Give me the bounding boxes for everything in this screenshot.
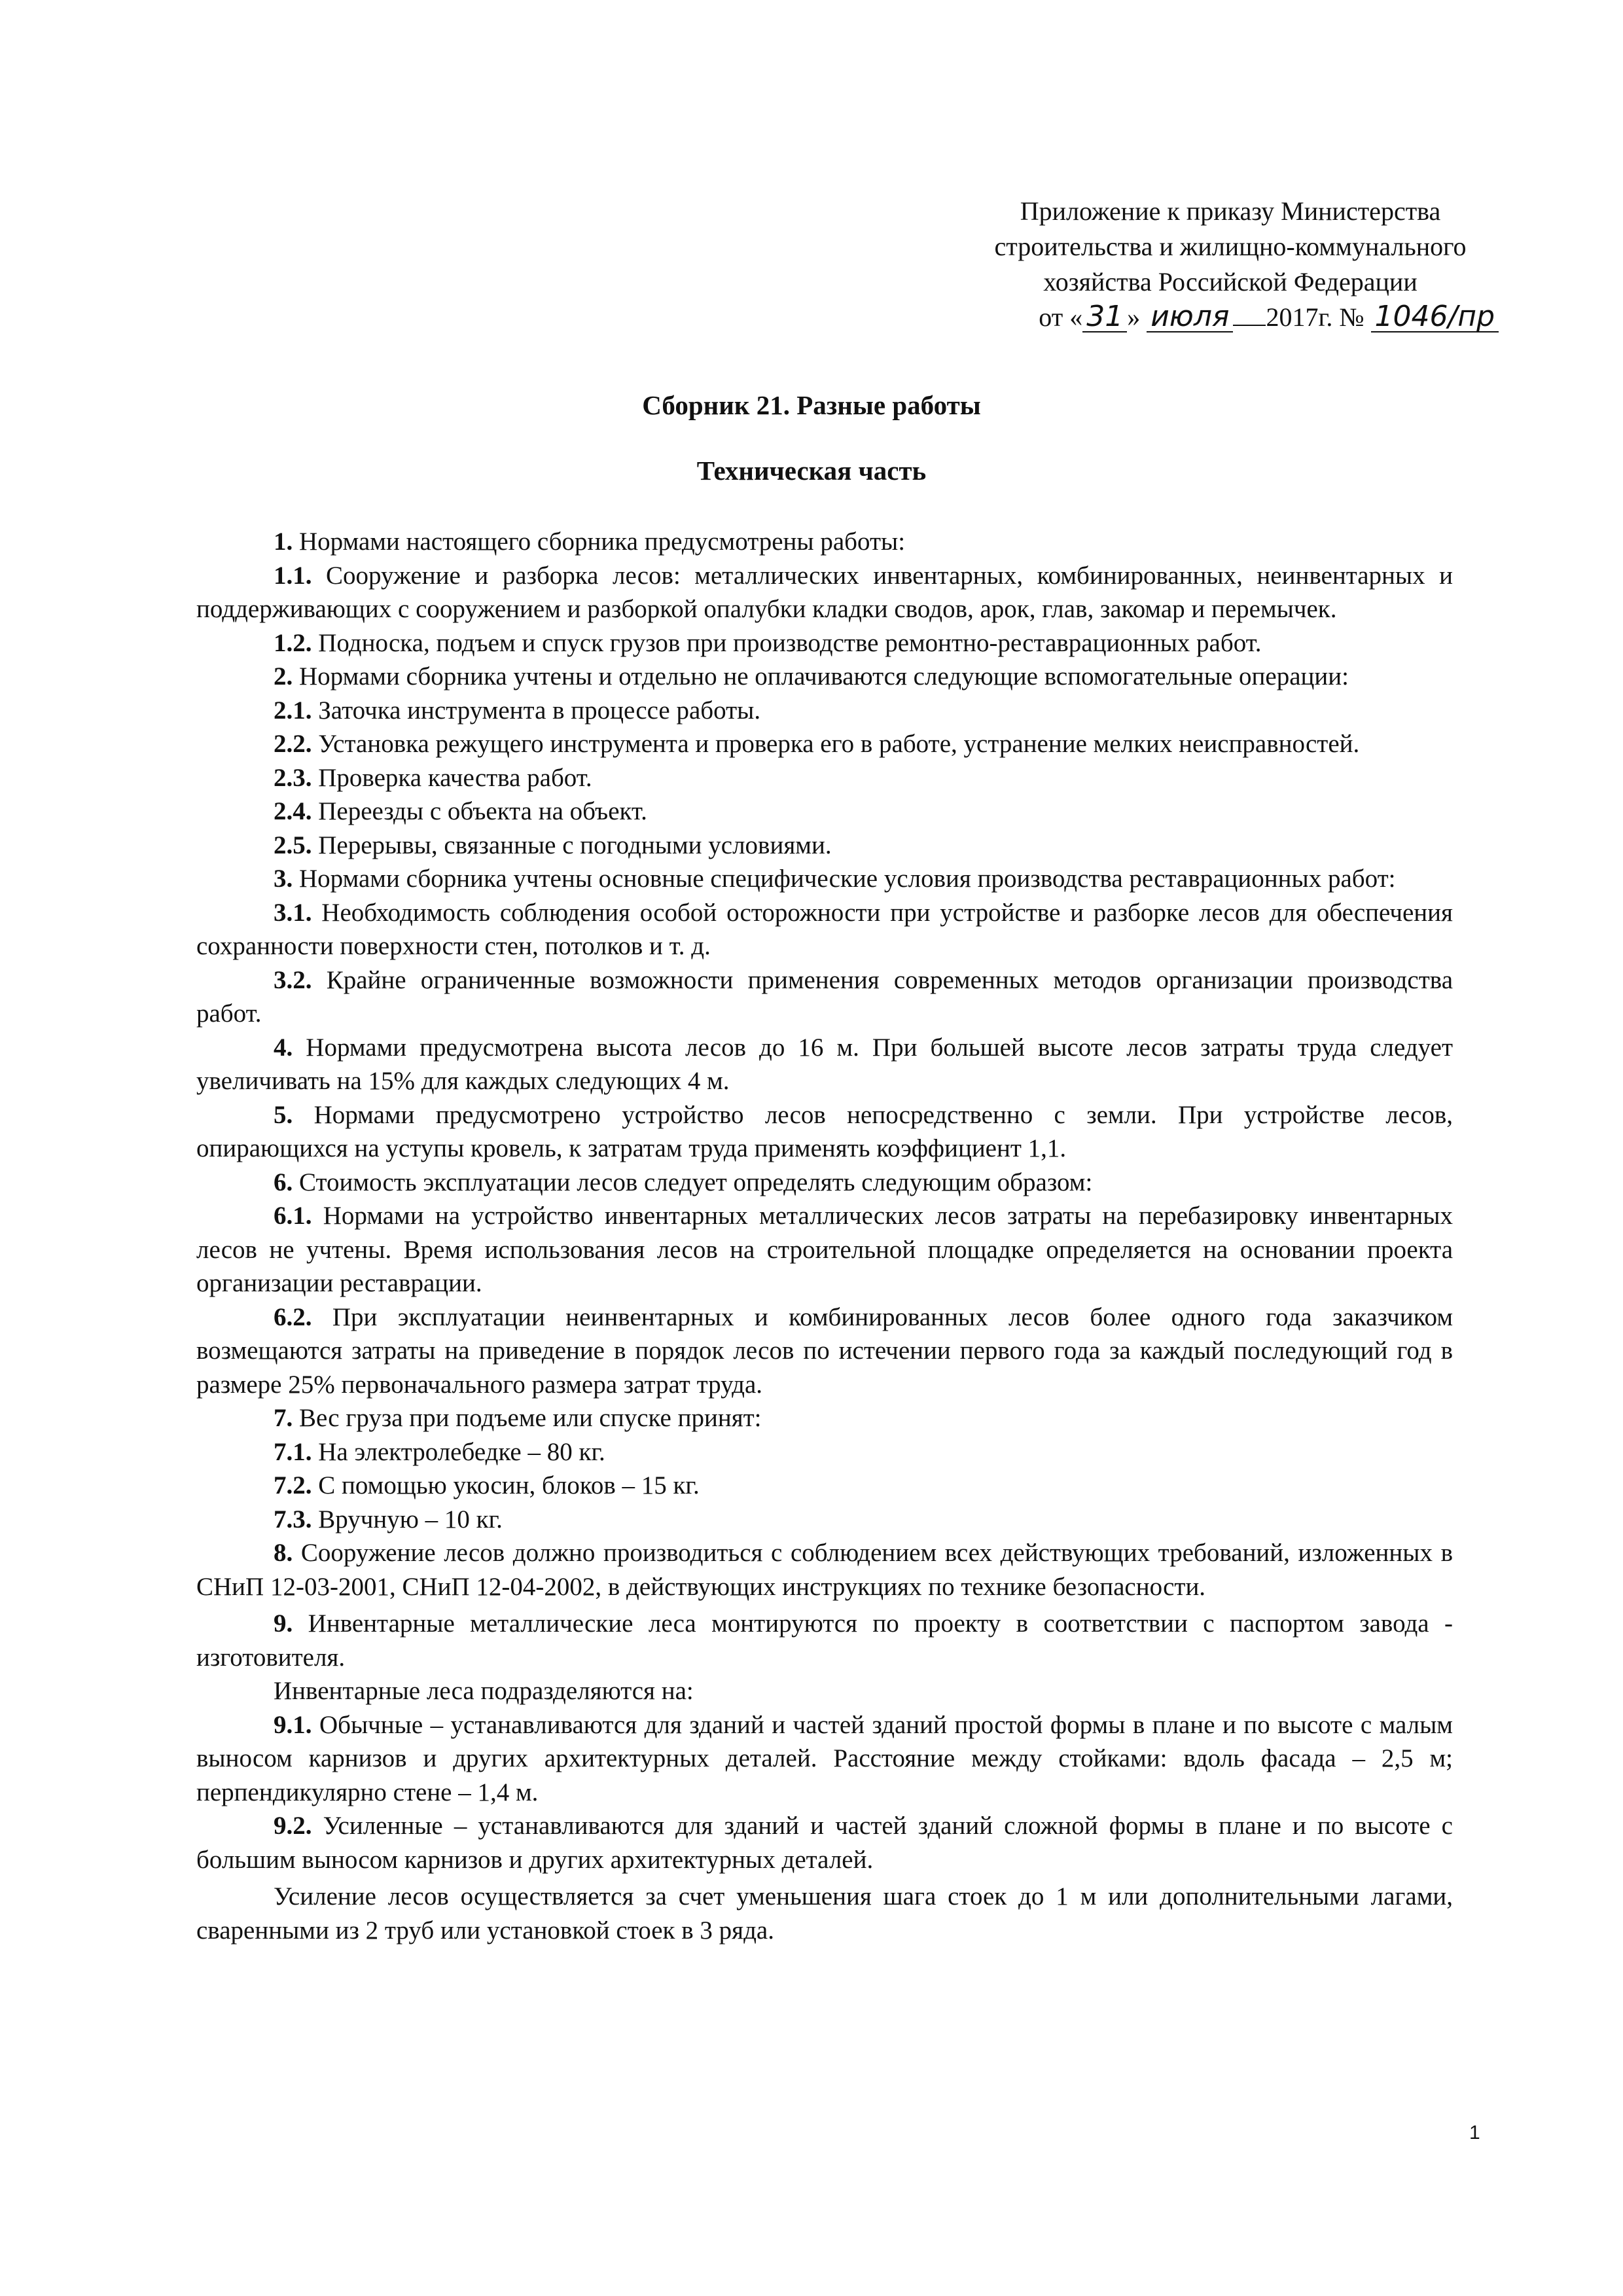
- paragraph: [196, 761, 1453, 795]
- paragraph: [196, 1536, 1453, 1604]
- paragraph-text: При эксплуатации неинвентарных и комбинированных лесов более одного года заказчиком возмещаются затраты на приведение в порядок лесов по истечении первого года за каждый последующий год в размере 25% первоначального размера затрат труда.: [196, 1302, 1453, 1399]
- paragraph: [196, 1098, 1453, 1166]
- paragraph: [196, 1199, 1453, 1300]
- paragraph: [196, 1469, 1453, 1503]
- paragraph-number: 1.2.: [274, 628, 312, 657]
- paragraph: [196, 626, 1453, 660]
- paragraph-number: 5.: [274, 1100, 293, 1129]
- paragraph-number: 3.: [274, 865, 293, 893]
- paragraph-number: 6.: [274, 1168, 293, 1196]
- paragraph-text: Подноска, подъем и спуск грузов при производстве ремонтно-реставрационных работ.: [312, 628, 1262, 657]
- paragraph-text: Стоимость эксплуатации лесов следует определять следующим образом:: [293, 1168, 1093, 1196]
- paragraph: [196, 829, 1453, 863]
- paragraph-number: 7.: [274, 1404, 293, 1432]
- paragraph: [196, 1674, 1453, 1708]
- paragraph-text: Нормами сборника учтены и отдельно не оплачиваются следующие вспомогательные операции:: [293, 662, 1349, 691]
- paragraph-text: Инвентарные леса подразделяются на:: [274, 1677, 694, 1705]
- paragraph-text: Необходимость соблюдения особой осторожности при устройстве и разборке лесов для обеспечения сохранности поверхности стен, потолков и т. д.: [196, 898, 1453, 960]
- paragraph: [196, 559, 1453, 626]
- paragraph: [196, 660, 1453, 694]
- paragraph-text: Крайне ограниченные возможности применения современных методов организации производства работ.: [196, 965, 1453, 1028]
- paragraph-text: С помощью укосин, блоков – 15 кг.: [312, 1471, 700, 1499]
- paragraph: [196, 1401, 1453, 1435]
- paragraph-text: Нормами предусмотрено устройство лесов непосредственно с земли. При устройстве лесов, опирающихся на уступы кровель, к затратам труда применять коэффициент 1,1.: [196, 1100, 1453, 1162]
- paragraph-text: Проверка качества работ.: [312, 763, 592, 792]
- handwritten-order-number: 1046/пр: [1371, 302, 1499, 332]
- paragraph-text: Нормами сборника учтены основные специфические условия производства реставрационных работ:: [293, 865, 1396, 893]
- paragraph-text: Установка режущего инструмента и проверка его в работе, устранение мелких неисправностей.: [312, 730, 1360, 758]
- appendix-header: [936, 194, 1525, 335]
- paragraph-text: Нормами предусмотрена высота лесов до 16 м. При большей высоте лесов затраты труда следует увеличивать на 15% для каждых следующих 4 м.: [196, 1033, 1453, 1095]
- paragraph: [196, 1435, 1453, 1469]
- paragraph: [196, 1031, 1453, 1098]
- handwritten-day: 31: [1082, 302, 1127, 332]
- date-blank-underline: [1233, 304, 1266, 326]
- paragraph-number: 1.1.: [274, 561, 312, 590]
- date-prefix: от «: [1039, 302, 1083, 332]
- order-date-line: [936, 300, 1525, 335]
- paragraph: [196, 525, 1453, 559]
- paragraph-text: На электролебедке – 80 кг.: [312, 1437, 605, 1466]
- page-number: 1: [1469, 2122, 1480, 2144]
- appendix-line-2: строительства и жилищно-коммунального: [994, 232, 1467, 261]
- paragraph-number: 8.: [274, 1539, 293, 1567]
- paragraph: [196, 963, 1453, 1031]
- paragraph-text: Перерывы, связанные с погодными условиями.: [312, 831, 832, 859]
- paragraph-number: 2.2.: [274, 730, 312, 758]
- paragraph: [196, 1300, 1453, 1402]
- appendix-line-3: хозяйства Российской Федерации: [1043, 267, 1418, 296]
- date-year: 2017г. №: [1266, 302, 1371, 332]
- paragraph: [196, 1708, 1453, 1810]
- appendix-line-1: Приложение к приказу Министерства: [1020, 196, 1441, 226]
- paragraph-number: 2.5.: [274, 831, 312, 859]
- paragraph-text: Вручную – 10 кг.: [312, 1505, 503, 1534]
- paragraph-text: Нормами настоящего сборника предусмотрены работы:: [293, 528, 906, 556]
- document-title: Сборник 21. Разные работы: [642, 390, 981, 420]
- paragraph-number: 6.2.: [274, 1302, 312, 1331]
- paragraph-number: 9.1.: [274, 1710, 312, 1739]
- paragraph: [196, 1503, 1453, 1537]
- paragraph: [196, 694, 1453, 728]
- paragraph-number: 3.2.: [274, 965, 312, 994]
- paragraph-number: 2.4.: [274, 797, 312, 825]
- document-subtitle: Техническая часть: [696, 456, 927, 486]
- paragraph: [196, 862, 1453, 896]
- paragraph-text: Усиленные – устанавливаются для зданий и частей зданий сложной формы в плане и по высоте с большим выносом карнизов и других архитектурных деталей.: [196, 1812, 1453, 1874]
- paragraph: [196, 1607, 1453, 1674]
- paragraph-text: Вес груза при подъеме или спуске принят:: [293, 1404, 762, 1432]
- paragraph-number: 9.2.: [274, 1812, 312, 1840]
- paragraph-number: 2.3.: [274, 763, 312, 792]
- paragraph: [196, 896, 1453, 963]
- paragraph-number: 2.: [274, 662, 293, 691]
- paragraph-number: 7.1.: [274, 1437, 312, 1466]
- paragraph: [196, 1809, 1453, 1876]
- paragraph-text: Нормами на устройство инвентарных металлических лесов затраты на перебазировку инвентарных лесов не учтены. Время использования лесов на строительной площадке определяется на основании проекта организации реставрации.: [196, 1202, 1453, 1297]
- paragraph-number: 4.: [274, 1033, 293, 1062]
- paragraph-number: 3.1.: [274, 898, 312, 927]
- paragraph-text: Переезды с объекта на объект.: [312, 797, 647, 825]
- document-body: [196, 525, 1453, 1947]
- paragraph: [196, 1166, 1453, 1200]
- paragraph-number: 9.: [274, 1609, 293, 1638]
- paragraph-text: Инвентарные металлические леса монтируются по проекту в соответствии с паспортом завода - изготовителя.: [196, 1609, 1453, 1672]
- paragraph-text: Сооружение лесов должно производиться с соблюдением всех действующих требований, изложенных в СНиП 12-03-2001, СНиП 12-04-2002, в действующих инструкциях по технике безопасности.: [196, 1539, 1453, 1601]
- paragraph-text: Сооружение и разборка лесов: металлических инвентарных, комбинированных, неинвентарных и поддерживающих с сооружением и разборкой опалубки кладки сводов, арок, глав, закомар и перемычек.: [196, 561, 1453, 623]
- paragraph-number: 7.3.: [274, 1505, 312, 1534]
- paragraph-text: Усиление лесов осуществляется за счет уменьшения шага стоек до 1 м или дополнительными лагами, сваренными из 2 труб или установкой стоек в 3 ряда.: [196, 1882, 1453, 1945]
- paragraph-text: Обычные – устанавливаются для зданий и частей зданий простой формы в плане и по высоте с малым выносом карнизов и других архитектурных деталей. Расстояние между стойками: вдоль фасада – 2,5 м; перпендикулярно стене – 1,4 м.: [196, 1710, 1453, 1806]
- paragraph-number: 1.: [274, 528, 293, 556]
- handwritten-month: июля: [1147, 302, 1233, 332]
- paragraph-text: Заточка инструмента в процессе работы.: [312, 696, 761, 725]
- paragraph-number: 2.1.: [274, 696, 312, 725]
- paragraph-number: 6.1.: [274, 1202, 312, 1230]
- date-mid: »: [1127, 302, 1147, 332]
- paragraph: [196, 727, 1453, 761]
- paragraph-number: 7.2.: [274, 1471, 312, 1499]
- paragraph: [196, 795, 1453, 829]
- paragraph: [196, 1880, 1453, 1947]
